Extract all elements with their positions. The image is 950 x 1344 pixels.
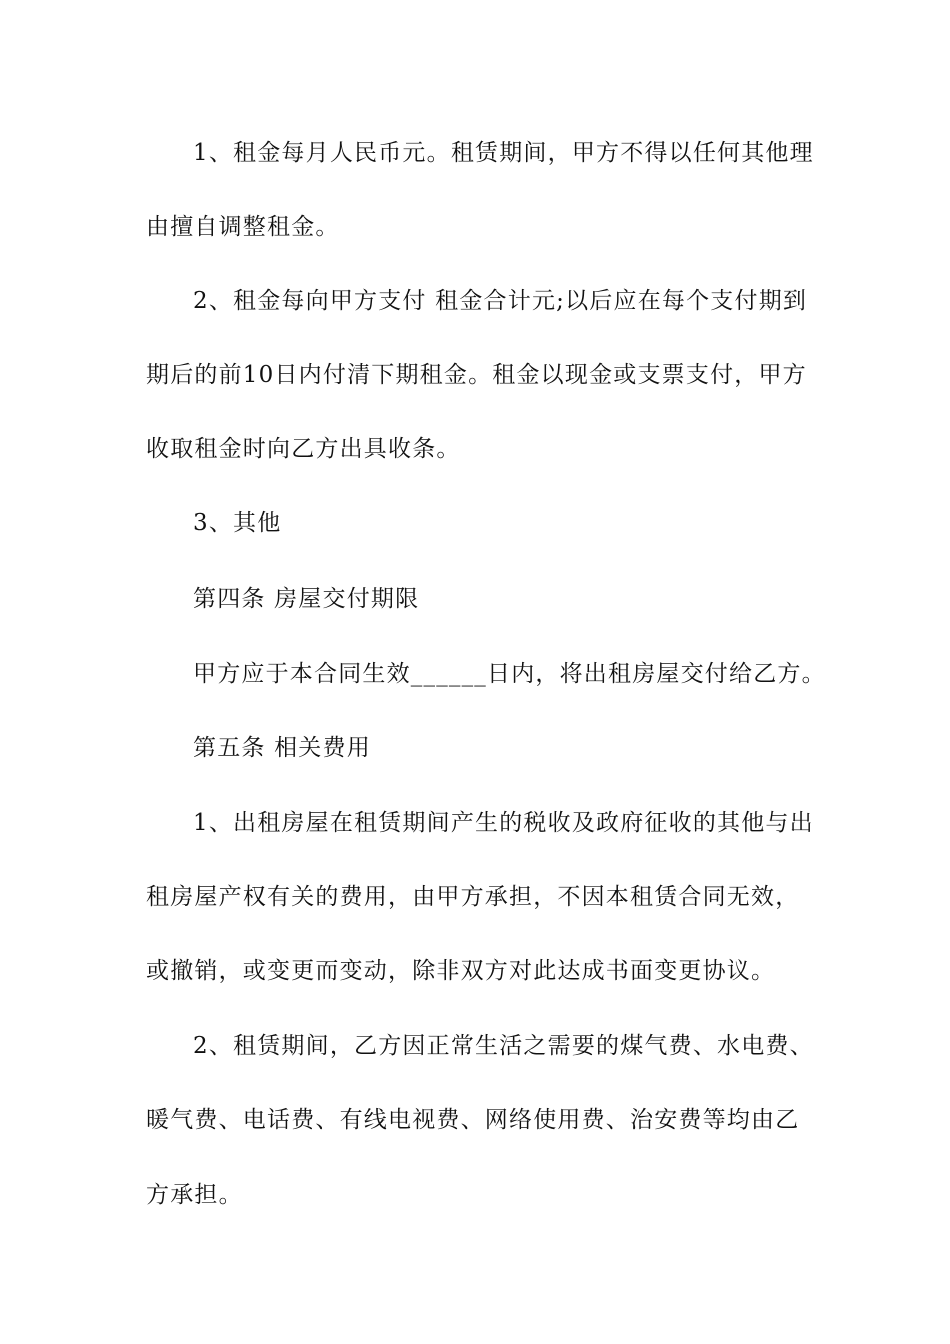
rent-clause-2-line-2: 期后的前10日内付清下期租金。租金以现金或支票支付，甲方: [146, 362, 807, 388]
fees-clause-2-line-1: 2、租赁期间，乙方因正常生活之需要的煤气费、水电费、: [193, 1033, 814, 1059]
fees-clause-1-line-2: 租房屋产权有关的费用，由甲方承担，不因本租赁合同无效，: [146, 884, 800, 910]
fees-clause-2-line-2: 暖气费、电话费、有线电视费、网络使用费、治安费等均由乙: [146, 1107, 800, 1133]
rent-clause-1-line-2: 由擅自调整租金。: [146, 214, 340, 240]
rent-clause-1-line-1: 1、租金每月人民币元。租赁期间，甲方不得以任何其他理: [193, 140, 814, 166]
article-4-body: 甲方应于本合同生效______日内，将出租房屋交付给乙方。: [193, 661, 826, 687]
rent-clause-2-line-1: 2、租金每向甲方支付 租金合计元;以后应在每个支付期到: [193, 288, 808, 314]
fees-clause-1-line-3: 或撤销，或变更而变动，除非双方对此达成书面变更协议。: [146, 958, 776, 984]
article-5-heading: 第五条 相关费用: [193, 735, 371, 761]
fees-clause-2-line-3: 方承担。: [146, 1182, 243, 1208]
article-4-heading: 第四条 房屋交付期限: [193, 586, 420, 612]
rent-clause-3: 3、其他: [193, 510, 282, 536]
fees-clause-1-line-1: 1、出租房屋在租赁期间产生的税收及政府征收的其他与出: [193, 810, 814, 836]
rent-clause-2-line-3: 收取租金时向乙方出具收条。: [146, 436, 461, 462]
